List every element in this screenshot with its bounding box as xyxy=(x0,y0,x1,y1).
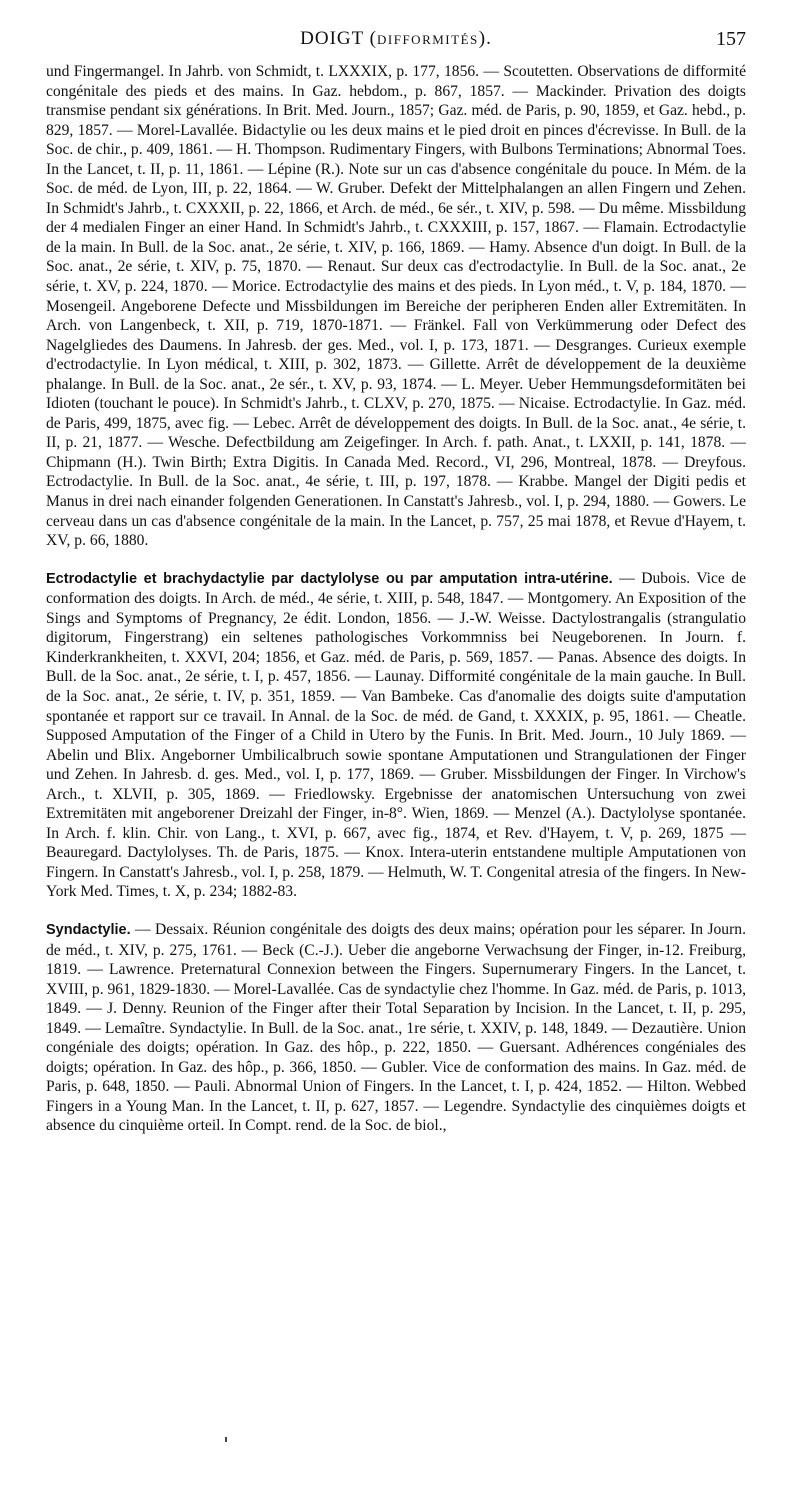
bibliography-paragraph xyxy=(46,62,746,551)
bibliography-paragraph xyxy=(46,920,746,1136)
running-head-subtitle: DIFFORMITÉS xyxy=(377,32,479,47)
section-body: — Dessaix. Réunion congénitale des doigts des deux mains; opération pour les séparer. In Journ. de méd., t. XIV, p. 275, 1761. — Beck (C.-J.). Ueber die angeborne Verwachsung der Finger, in-12. Freiburg, 1819. — Lawrence. Preternatural Connexion between the Fingers. Supernumerary Fingers. In the Lancet, t. XVIII, p. 961, 1829-1830. — Morel-Lavallée. Cas de syndactylie chez l'homme. In Gaz. méd. de Paris, p. 1013, 1849. — J. Denny. Reunion of the Finger after their Total Separation by Incision. In the Lancet, t. II, p. 295, 1849. — Lemaître. Syndactylie. In Bull. de la Soc. anat., 1re série, t. XXIV, p. 148, 1849. — Dezautière. Union congéniale des doigts; opération. In Gaz. des hôp., p. 222, 1850. — Guersant. Adhérences congéniales des doigts; opération. In Gaz. des hôp., p. 366, 1850. — Gubler. Vice de conformation des mains. In Gaz. méd. de Paris, p. 648, 1850. — Pauli. Abnormal Union of Fingers. In the Lancet, t. I, p. 424, 1852. — Hilton. Webbed Fingers in a Young Man. In the Lancet, t. II, p. 627, 1857. — Legendre. Syndactylie des cinquièmes doigts et absence du cinquième orteil. In Compt. rend. de la Soc. de biol., xyxy=(46,920,747,1135)
page-header xyxy=(46,28,746,54)
bibliography-paragraph xyxy=(46,569,746,902)
bibliography-section-ectrodactylie xyxy=(46,569,746,902)
bibliography-section-syndactylie xyxy=(46,920,746,1136)
print-speck xyxy=(225,1437,227,1442)
running-head-end: ). xyxy=(478,28,492,49)
bibliography-section-continued xyxy=(46,62,746,551)
section-body: — Dubois. Vice de conformation des doigts. In Arch. de méd., 4e série, t. XIII, p. 548, 1847. — Montgomery. An Exposition of the Sings and Symptoms of Pregnancy, 2e édit. London, 1856. — J.-W. Weisse. Dactylostrangalis (strangulatio digitorum, Fingerstrang) ein seltenes pathologisches Vorkommniss bei Neugeborenen. In Journ. f. Kinderkrankheiten, t. XXVI, 204; 1856, et Gaz. méd. de Paris, p. 569, 1857. — Panas. Absence des doigts. In Bull. de la Soc. anat., 2e série, t. I, p. 457, 1856. — Launay. Difformité congénitale de la main gauche. In Bull. de la Soc. anat., 2e série, t. IV, p. 351, 1859. — Van Bambeke. Cas d'anomalie des doigts suite d'amputation spontanée et rapport sur ce travail. In Annal. de la Soc. de méd. de Gand, t. XXXIX, p. 95, 1861. — Cheatle. Supposed Amputation of the Finger of a Child in Utero by the Funis. In Brit. Med. Journ., 10 July 1869. — Abelin und Blix. Angeborner Umbilicalbruch sowie spontane Amputationen und Strangulationen der Finger und Zehen. In Jahresb. d. ges. Med., vol. I, p. 177, 1869. — Gruber. Missbildungen der Finger. In Virchow's Arch., t. XLVII, p. 305, 1869. — Friedlowsky. Ergebnisse der anatomischen Untersuchung von zwei Extremitäten mit angeborener Dreizahl der Finger, in-8°. Wien, 1869. — Menzel (A.). Dactylolyse spontanée. In Arch. f. klin. Chir. von Lang., t. XVI, p. 667, avec fig., 1874, et Rev. d'Hayem, t. V, p. 269, 1875 — Beauregard. Dactylolyses. Th. de Paris, 1875. — Knox. Intera-uterin entstandene multiple Amputationen von Fingern. In Canstatt's Jahresb., vol. I, p. 258, 1879. — Helmuth, W. T. Congenital atresia of the fingers. In New-York Med. Times, t. X, p. 234; 1882-83. xyxy=(46,569,746,901)
running-head-main: DOIGT ( xyxy=(300,28,377,49)
section-heading: Ectrodactylie et brachydactylie par dactylolyse ou par amputation intra-utérine. xyxy=(46,570,613,587)
running-head xyxy=(46,28,746,50)
section-body: und Fingermangel. In Jahrb. von Schmidt, t. LXXXIX, p. 177, 1856. — Scoutetten. Observations de difformité congénitale des pieds et des mains. In Gaz. hebdom., p. 867, 1857. — Mackinder. Privation des doigts transmise pendant six générations. In Brit. Med. Journ., 1857; Gaz. méd. de Paris, p. 90, 1859, et Gaz. hebd., p. 829, 1857. — Morel-Lavallée. Bidactylie ou les deux mains et le pied droit en pinces d'écrevisse. In Bull. de la Soc. de chir., p. 409, 1861. — H. Thompson. Rudimentary Fingers, with Bulbons Terminations; Abnormal Toes. In the Lancet, t. II, p. 11, 1861. — Lépine (R.). Note sur un cas d'absence congénitale du pouce. In Mém. de la Soc. de méd. de Lyon, III, p. 22, 1864. — W. Gruber. Defekt der Mittelphalangen an allen Fingern und Zehen. In Schmidt's Jahrb., t. CXXXII, p. 22, 1866, et Arch. de méd., 6e sér., t. XIV, p. 598. — Du même. Missbildung der 4 medialen Finger an einer Hand. In Schmidt's Jahrb., t. CXXXIII, p. 157, 1867. — Flamain. Ectrodactylie de la main. In Bull. de la Soc. anat., 2e série, t. XIV, p. 166, 1869. — Hamy. Absence d'un doigt. In Bull. de la Soc. anat., 2e série, t. XIV, p. 75, 1870. — Renaut. Sur deux cas d'ectrodactylie. In Bull. de la Soc. anat., 2e série, t. XV, p. 224, 1870. — Morice. Ectrodactylie des mains et des pieds. In Lyon méd., t. V, p. 184, 1870. — Mosengeil. Angeborene Defecte und Missbildungen im Bereiche der peripheren Enden aller Extremitäten. In Arch. von Langenbeck, t. XII, p. 719, 1870-1871. — Fränkel. Fall von Verkümmerung oder Defect des Nagelgliedes des Daumens. In Jahresb. der ges. Med., vol. I, p. 173, 1871. — Desgranges. Curieux exemple d'ectrodactylie. In Lyon médical, t. XIII, p. 302, 1873. — Gillette. Arrêt de développement de la deuxième phalange. In Bull. de la Soc. anat., 2e sér., t. XV, p. 93, 1874. — L. Meyer. Ueber Hemmungsdeformitäten bei Idioten (touchant le pouce). In Schmidt's Jahrb., t. CLXV, p. 270, 1875. — Nicaise. Ectrodactylie. In Gaz. méd. de Paris, 499, 1875, avec fig. — Lebec. Arrêt de développement des doigts. In Bull. de la Soc. anat., 4e série, t. II, p. 21, 1877. — Wesche. Defectbildung am Zeigefinger. In Arch. f. path. Anat., t. LXXII, p. 141, 1878. — Chipmann (H.). Twin Birth; Extra Digitis. In Canada Med. Record., VI, 296, Montreal, 1878. — Dreyfous. Ectrodactylie. In Bull. de la Soc. anat., 4e série, t. III, p. 197, 1878. — Krabbe. Mangel der Digiti pedis et Manus in drei nach einander folgenden Generationen. In Canstatt's Jahresb., vol. I, p. 294, 1880. — Gowers. Le cerveau dans un cas d'absence congénitale de la main. In the Lancet, p. 757, 25 mai 1878, et Revue d'Hayem, t. XV, p. 66, 1880. xyxy=(46,63,746,550)
section-heading: Syndactylie. xyxy=(46,921,131,938)
page-number: 157 xyxy=(716,28,746,50)
